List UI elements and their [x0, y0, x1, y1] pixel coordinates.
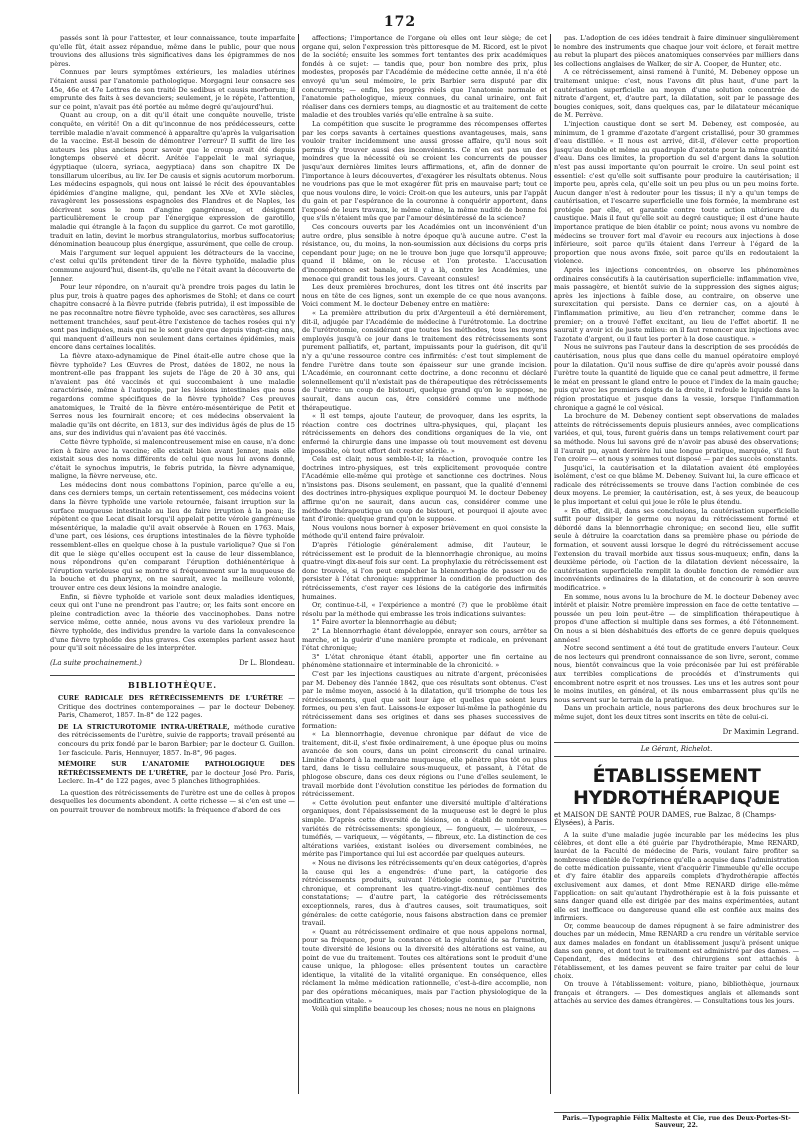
- paragraph: La brochure de M. Debeney contient sept observations de malades atteints de rétrécissements depuis plusieurs années, avec complications variées, et qui, tous, furent guéris dans un temps relativement court par sa méthode. Nous lui savons gré de n'avoir pas abusé des observations; il l'aurait pu, ayant derrière lui une longue pratique, marquée, s'il faut l'en croire — et nous y sommes tout disposé — par des succès constants.: [554, 412, 799, 464]
- paragraph: A ce rétrécissement, ainsi ramené à l'unité, M. Debeney oppose un traitement unique: c'est, nous l'avons dit plus haut, d'une part la cautérisation superficielle au moyen d'une solution concentrée de nitrate d'argent, et, d'autre part, la dilatation, soit par le passage des bougies coniques, soit, dans quelques cas, par le dilatateur mécanique de M. Perrève.: [554, 68, 799, 120]
- paragraph: Cette fièvre typhoïde, si malencontreusement mise en cause, n'a donc rien à faire avec la vaccine; elle existait bien avant Jenner, mais elle existait sous des noms différents de celui que nous lui avons donné, c'était le synochus imputris, le febris putrida, la fièvre adynamique, maligne, la fièvre nerveuse, etc.: [50, 437, 295, 481]
- paragraph: « Nous ne divisons les rétrécissements qu'en deux catégories, d'après la cause qui les a engendrés: d'une part, la catégorie des rétrécissements produits, suivant l'étiologie connue, par l'urétrite chronique, et comprenant les quatre-vingt-dix-neuf centièmes des constatations; — d'autre part, la catégorie des rétrécissements exceptionnels, rares, dus à d'autres causes, soit traumatiques, soit générales: de cette catégorie, nous faisons abstraction dans ce premier travail.: [302, 859, 547, 928]
- article-signature: [50, 659, 295, 668]
- entry-details: méthode curative des rétrécissements de l'urètre, suivie de rapports; travail présenté au concours du prix fondé par le baron Barbier; par le docteur G. Guillon. 1er fascicule. Paris, Hennuyer, 1857. In-8°, 96 pages.: [58, 722, 295, 757]
- gerant-line: Le Gérant, Richelot.: [554, 742, 799, 757]
- paragraph: « La première attribution du prix d'Argenteuil a été dernièrement, dit-il, adjugée par l'Académie de médecine à l'urétrotomie. La doctrine de l'urétrotomie, considérant que toutes les méthodes, tous les moyens employés jusqu'à ce jour dans le traitement des rétrécissements sont purement palliatifs, et, partant, impuissants pour la guérison, dit qu'il n'y a qu'une ressource contre ces infirmités: c'est tout simplement de fendre l'urètre dans toute son épaisseur sur une grande incision. L'Académie, en couronnant cette doctrine, a donc reconnu et déclaré solennellement qu'il n'existait pas de thérapeutique des rétrécissements de l'urètre: un coup de bistouri, quelque grand qu'on le suppose, ne saurait, dans aucun cas, être considéré comme une méthode thérapeutique.: [302, 309, 547, 412]
- ad-title: ÉTABLISSEMENT HYDROTHÉRAPIQUE: [573, 764, 780, 809]
- column-2: [302, 34, 547, 1094]
- paragraph: Dans un prochain article, nous parlerons des deux brochures sur le même sujet, dont les deux titres sont inscrits en tête de celui-ci.: [554, 704, 799, 721]
- paragraph: Les médecins dont nous combattons l'opinion, parce qu'elle a eu, dans ces derniers temps, un certain retentissement, ces médecins voient dans la fièvre typhoïde une variole retournée, faisant irruption sur la surface muqueuse intestinale au lieu de faire irruption à la peau; ils répètent ce que Lecat disait lorsqu'il appelait petite vérole gangréneuse mésentérique, la maladie qu'il avait observée à Rouen en 1763. Mais, d'une part, ces lésions, ces éruptions intestinales de la fièvre typhoïde ressemblent-elles en quelque chose à la pustule variolique? Que si l'on dit que le siège qu'elles occupent est la cause de leur dissemblance, nous répondrons qu'en comparant l'éruption dothiénentérique à l'éruption varioleuse qui se montre si fréquemment sur la muqueuse de la bouche et du pharynx, on ne saurait, avec la meilleure volonté, trouver entre ces deux lésions la moindre analogie.: [50, 480, 295, 592]
- paragraph: Connues par leurs symptômes extérieurs, les maladies utérines l'étaient aussi par l'anatomie pathologique. Morgagni leur consacre ses 45e, 46e et 47e Lettres de son traité De sedibus et causis morborum; il emprunte des faits à ses devanciers; seulement, je le répète, l'attention, sur ce point, n'avait pas été portée au même degré qu'aujourd'hui.: [50, 68, 295, 111]
- paragraph: La fièvre ataxo-adynamique de Pinel était-elle autre chose que la fièvre typhoïde? Les Œuvres de Prost, datées de 1802, ne nous la montrent-elle pas frappant les sujets de l'âge de 20 à 30 ans, qui n'avaient pas été vaccinés et qui succombaient à une maladie caractérisée, même à l'autopsie, par les lésions intestinales que nous regardons comme spécifiques de la fièvre typhoïde? Ces preuves anatomiques, le Traité de la fièvre entéro-mésentérique de Petit et Serres nous les fournirait encore; et ces médecins observaient la maladie qu'ils ont décrite, en 1813, sur des individus âgés de plus de 15 ans, sur des individus qui n'avaient pas été vaccinés.: [50, 351, 295, 438]
- paragraph: 1° Faire avorter la blennorrhagie au début;: [312, 618, 457, 627]
- paragraph: Pour leur répondre, on n'aurait qu'à prendre trois pages du latin le plus pur, trois à quatre pages des aphorismes de Stohl; et dans ce court chapitre consacré à la fièvre putride (febris putrida), il est impossible de ne pas reconnaître notre fièvre typhoïde, avec ses caractères, ses allures nettement tranchées, sauf peut-être l'existence de taches rosées qui n'y sont pas indiquées, mais qui ne le sont guère que depuis vingt-cinq ans, qui manquent d'ailleurs non seulement dans certaines épidémies, mais encore dans certaines localités.: [50, 283, 295, 352]
- paragraph: « Cette évolution peut enfanter une diversité multiple d'altérations organiques, dont l'épaississement de la muqueuse est le degré le plus simple. D'après cette diversité de lésions, on a établi de nombreuses variétés de rétrécissements: spongieux, — fongueux, — ulcéreux, — tuméfiés, — variqueux, — végétants, — fibreux, etc. La distinction de ces altérations variées, existant isolées ou diversement combinées, ne mérite pas l'importance qui lui est accordée par quelques auteurs.: [302, 798, 547, 859]
- paragraph: La compétition que suscite le programme des récompenses offertes par les corps savants à certaines questions avantageuses, mais, sans vouloir traiter incidemment une aussi grosse affaire, qu'il nous soit permis d'y trouver aussi des inconvénients. Ce n'en est pas un des moindres que la nécessité où se croient les concurrents de pousser jusqu'aux dernières limites leurs affirmations, et, afin de donner de l'importance à leurs découvertes, d'exagérer les résultats obtenus. Nous ne voudrions pas que le mot exagérer fût pris en mauvaise part; tout ce que nous voulons dire, le voici: Croit-on que les auteurs, unis par l'appât du gain et par l'espérance de la couronne à conquérir apportent, dans l'exposé de leurs travaux, le même calme, la même nudité de bonne foi que s'ils n'étaient mûs que par l'amour désintéressé de la science?: [302, 119, 547, 223]
- paragraph: L'injection caustique dont se sert M. Debeney, est composée, au minimum, de 1 gramme d'azotate d'argent cristallisé, pour 30 grammes d'eau distillée. « Il nous est arrivé, dit-il, d'élever cette proportion jusqu'au double et même au quadruple d'azotate pour la même quantité d'eau. Dans ces limites, la proportion du sel d'argent dans la solution n'est pas aussi importante qu'on pourrait le croire. Un seul point est essentiel: c'est qu'elle soit suffisante pour produire la cautérisation; il importe peu, après cela, qu'elle soit un peu plus ou un peu moins forte. Aucun danger n'est à redouter pour les tissus; il n'y a qu'un temps de cautérisation, et l'escarre superficielle une fois formée, la membrane est protégée par elle, et garantie contre toute action ultérieure du caustique. Mais il faut qu'elle soit au degré caustique; il est d'une haute importance pratique de bien établir ce point; nous avons vu nombre de médecins se trouver fort mal d'avoir eu recours aux injections à dose inférieure, soit parce qu'ils étaient dans l'erreur à l'égard de la proportion que nous avons fixée, soit parce qu'ils en redoutaient la violence.: [554, 119, 799, 266]
- author-name: Dr L. Blondeau.: [239, 658, 295, 667]
- paragraph: Après les injections concentrées, on observe les phénomènes ordinaires consécutifs à la cautérisation superficielle: inflammation vive, mais passagère, et bientôt suivie de la suppression des signes aigus; après les injections à faible dose, au contraire, on observe une surexcitation qui persiste. Dans ce dernier cas, on a ajouté à l'inflammation primitive, au lieu d'en retrancher, comme dans le premier; on a trouvé l'effet excitant, au lieu de l'effet abortif. Il ne saurait y avoir ici de juste milieu: on il faut renoncer aux injections avec l'azotate d'argent, ou il faut les porter à la dose caustique. »: [554, 266, 799, 343]
- entry-title: CURE RADICALE DES RÉTRÉCISSEMENTS DE L'URÈTRE: [58, 693, 283, 702]
- bibliography-entry: [50, 694, 295, 720]
- entry-title: DE LA STRICTUROTOMIE INTRA-URÉTRALE,: [58, 722, 230, 731]
- column-3: [554, 34, 799, 1094]
- paragraph: Cela est clair, nous semble-t-il; la réaction, provoquée contre les doctrines intro-physiques, est très explicitement provoquée contre l'Académie elle-même qui protège et sanctionne ces doctrines. Nous n'insistons pas. Disons seulement, en passant, que la qualité d'ennemi des doctrines intro-physiques explique pourquoi M. le docteur Debeney affirme qu'on ne saurait, dans aucun cas, considérer comme une méthode thérapeutique un coup de bistouri, et pourquoi il ajoute avec tant d'ironie: quelque grand qu'on le suppose.: [302, 455, 547, 524]
- paragraph: Nous voulons nous borner à exposer brièvement en quoi consiste la méthode qu'il entend faire prévaloir.: [302, 523, 547, 541]
- paragraph: 2° La blennorrhagie étant développée, enrayer son cours, arrêter sa marche, et la guérir d'une manière prompte et radicale, en prévenant l'état chronique;: [302, 626, 547, 653]
- paragraph: Ces concours ouverts par les Académies ont un inconvénient d'un autre ordre, plus sensible à notre époque qu'à aucune autre. C'est la résistance, ou, du moins, la non-soumission aux décisions du corps pris cependant pour juge; on ne le trouve bon juge que lorsqu'il approuve; quand il blâme, on le récuse et l'on proteste. L'accusation d'incompétence est banale, et il y a là, contre les Académies, une menace qui grandit tous les jours. Caveant consules!: [302, 223, 547, 283]
- column-rule: [550, 34, 551, 1094]
- article-signature: [554, 728, 799, 737]
- paragraph: Nous ne suivrons pas l'auteur dans la description de ses procédés de cautérisation, nous plus que dans celle du manuel opératoire employé pour la dilatation. Qu'il nous suffise de dire qu'après avoir poussé dans l'urètre toute la quantité de liquide que ce canal peut admettre, il ferme le méat en pressant le gland entre le pouce et l'index de la main gauche; puis qu'avec les premiers doigts de la droite, il refoule le liquide dans la région prostatique et jusque dans la vessie, lorsque l'inflammation chronique a gagné le col vésical.: [554, 343, 799, 412]
- author-name: Dr Maximin Legrand.: [722, 727, 799, 736]
- bibliography-entry: [50, 760, 295, 786]
- continued-note: (La suite prochainement.): [50, 658, 142, 667]
- paragraph: Jusqu'ici, la cautérisation et la dilatation avaient été employées isolément, c'est ce que blâme M. Debeney. Suivant lui, la cure efficace et radicale des rétrécissements se trouve dans l'action combinée de ces deux moyens. Le premier, la cautérisation, est, à ses yeux, de beaucoup le plus important et celui qui joue le rôle le plus étendu.: [554, 463, 799, 507]
- paragraph: affections; l'importance de l'organe où elles ont leur siège; de cet organe qui, selon l'expression très pittoresque de M. Ricord, est le pivot de la société; ensuite les sommes fort tentantes des prix académiques fondés à ce sujet: — tandis que, pour bon nombre des prix, plus modestes, proposés par l'Académie de médecine cette année, il n'a été envoyé qu'un seul mémoire, le prix Barbier sera disputé par dix concurrents; — enfin, les progrès réels que l'anatomie normale et l'anatomie pathologique, mieux connues, du canal urinaire, ont fait réaliser dans ces derniers temps, au diagnostic et au traitement de cette maladie et des troubles variés qu'elle entraîne à sa suite.: [302, 34, 547, 120]
- advertisement: [554, 765, 799, 1005]
- entry-details: par le docteur José Pro. Paris, Leclerc. In-4° de 122 pages, avec 5 planches lithographiées.: [58, 768, 295, 786]
- paragraph: « La blennorrhagie, devenue chronique par défaut de vice de traitement, dit-il, s'est fixée ordinairement, à une époque plus ou moins avancée de son cours, dans un point circonscrit du canal urinaire. Limitée d'abord à la membrane muqueuse, elle pénètre plus tôt ou plus tard, dans le tissu cellulaire sous-muqueux, et passant, à l'état de phlogose obscure, dans ces deux régions ou l'une d'elles seulement, le travail morbide dont l'évolution constitue les périodes de formation du rétrécissement.: [302, 730, 547, 799]
- printer-imprint: Paris.—Typographie Félix Malteste et Cie, rue des Deux-Portes-St-Sauveur, 22.: [554, 1112, 799, 1129]
- paragraph: passés sont là pour l'attester, et leur connaissance, toute imparfaite qu'elle fût, était assez répandue, même dans le public, pour que nous trouvions des allusions très significatives dans les épigrammes de nos pères.: [50, 34, 295, 68]
- paragraph: Mais l'argument sur lequel appuient les détracteurs de la vaccine, c'est celui qu'ils prétendent tirer de la fièvre typhoïde, maladie plus commune aujourd'hui, disent-ils, qu'elle ne l'était avant la découverte de Jenner.: [50, 248, 295, 283]
- article-body: [50, 34, 295, 653]
- paragraph: Or, comme beaucoup de dames répugnent à se faire administrer des douches par un médecin, Mme RENARD a cru rendre un véritable service aux dames malades en fondant un établissement jusqu'à présent unique dans son genre, et dont tout le traitement est administré par des dames. — Cependant, des médecins et des chirurgiens sont attachés à l'établissement, et les dames peuvent se faire traiter par celui de leur choix.: [554, 922, 799, 980]
- paragraph: A la suite d'une maladie jugée incurable par les médecins les plus célèbres, et dont elle a été guérie par l'hydrothérapie, Mme RENARD, lauréat de la Faculté de médecine de Paris, voulant faire profiter sa nombreuse clientèle de l'expérience qu'elle a acquise dans l'administration de cette médication puissante, vient d'acquérir l'immeuble qu'elle occupe et d'y faire établir des appareils complets d'hydrothérapie affectés exclusivement aux dames, et dont Mme RENARD dirige elle-même l'application: on sait qu'autant l'hydrothérapie est à la fois puissante et sans danger quand elle est dirigée par des mains expérimentées, autant elle est inefficace ou dangereuse quand elle est confiée aux mains des infirmiers.: [554, 830, 799, 922]
- entry-details: — Critique des doctrines contemporaines — par le docteur Debeney. Paris, Chamerot, 1857. In-8° de 122 pages.: [58, 693, 295, 720]
- paragraph: « Quant au rétrécissement ordinaire et que nous appelons normal, pour sa fréquence, pour la constance et la régularité de sa formation, toute diversité de lésions ou la diversité des altérations est vaine, au point de vue du traitement. Toutes ces altérations sont le produit d'une cause unique, la phlogose: elles présentent toutes un caractère identique, la vitalité de la vitalité organique. En conséquence, elles réclament la même médication rationnelle, c'est-à-dire accomplie, non par des opérations mécaniques, mais par l'action physiologique de la modification vitale. »: [302, 927, 547, 1005]
- paragraph: On trouve à l'établissement: voiture, piano, bibliothèque, journaux français et étrangers. — Des domestiques anglais et allemands sont attachés au service des dames étrangères. — Consultations tous les jours.: [554, 980, 799, 1005]
- paragraph: « En effet, dit-il, dans ses conclusions, la cautérisation superficielle suffit pour dissiper le germe ou noyau du rétrécissement formé et débordé dans la blennorrhagie chronique; en second lieu, elle suffit seule à détruire la coarctation dans sa première phase ou période de formation, et souvent aussi lorsque le degré du rétrécissement accuse l'extension du travail morbide aux tissus sous-muqueux; enfin, dans la deuxième période, où l'action de la dilatation devient nécessaire, la cautérisation superficielle remplit la double fonction de remédier aux inconvénients ordinaires de la dilatation, et de concourir à son œuvre modificatrice. »: [554, 506, 799, 592]
- paragraph: Les deux premières brochures, dont les titres ont été inscrits par nous en tête de ces lignes, sont un exemple de ce que nous avançons. Voici comment M. le docteur Debeney entre en matière:: [302, 283, 547, 309]
- paragraph: Enfin, si fièvre typhoïde et variole sont deux maladies identiques, ceux qui ont l'une ne prendront pas l'autre; or, les faits sont encore en pleine contradiction avec la théorie des vaccinophobes. Dans notre service même, cette année, nous avons vu des varioleux prendre la fièvre typhoïde, des individus prendre la variole dans la convalescence d'une fièvre typhoïde des plus graves. Ces exemples parlent assez haut pour qu'il soit nécessaire de les interpréter.: [50, 592, 295, 653]
- paragraph: Quant au croup, on a dit qu'il était une conquête nouvelle, triste conquête, en vérité! On a dit qu'inconnue de nos prédécesseurs, cette terrible maladie n'avait commencé à apparaître qu'après la vulgarisation de la vaccine. Est-il besoin de démontrer l'erreur? Il suffit de lire les auteurs les plus anciens pour savoir que le croup avait été depuis longtemps observé et décrit. Arétée l'appelait le mal syriaque, égyptiaque (ulcera, syriaca, aegyptiaca) dans son chapitre IX De tonsillarum ulceribus, au liv. Ier De causis et signis acutorum morborum. Les médecins espagnols, qui nous ont laissé le récit des épouvantables épidémies d'angine maligne, qui, pendant les XVe et XVIe siècles, ravagèrent les possessions espagnoles des Flandres et de Naples, les décrivent sous le nom d'angine gangréneuse, et désignent particulièrement le croup par l'énergique expression de garotillo, maladie qui étrangle à la façon du supplice du garrot. Ce mot garotillo, traduit en latin, devint le morbus strangulatorius, morbus suffocatorius; dénomination beaucoup plus énergique, assurément, que celle de croup.: [50, 111, 295, 249]
- paragraph: D'après l'étiologie généralement admise, dit l'auteur, le rétrécissement est le produit de la blennorrhagie chronique, au moins quatre-vingt dix-neuf fois sur cent. La prophylaxie du rétrécissement est donc trouvée, si l'on peut empêcher la blennorrhagie de passer ou de persister à l'état chronique: supprimer la condition de production des rétrécissements, c'est rayer ces lésions de la catégorie des infirmités humaines.: [302, 541, 547, 601]
- page-number: 172: [383, 14, 417, 30]
- paragraph: C'est par les injections caustiques au nitrate d'argent, préconisées par M. Debeney dès l'année 1842, que ces résultats sont obtenus. C'est par le même moyen, associé à la dilatation, qu'il triomphe de tous les rétrécissements, quel que soit leur âge et quelles que soient leurs formes, ou peu s'en faut. Laissons-le exposer lui-même la pathogénie du rétrécissement dans ses origines et dans ses phases successives de formation:: [302, 669, 547, 730]
- entry-title: MÉMOIRE SUR L'ANATOMIE PATHOLOGIQUE DES RÉTRÉCISSEMENTS DE L'URÈTRE,: [58, 760, 295, 777]
- column-1: [50, 34, 295, 1094]
- paragraph: 3° L'état chronique étant établi, apporter une fin certaine au phénomène stationnaire et interminable de la chronicité. »: [302, 652, 547, 670]
- ad-subtitle: et MAISON DE SANTÉ POUR DAMES, rue Balzac, 8 (Champs-Élysées), à Paris.: [554, 810, 777, 828]
- column-rule: [298, 34, 299, 1094]
- paragraph: La question des rétrécissements de l'urètre est une de celles à propos desquelles les documents abondent. A cette richesse — si c'en est une — on pourrait trouver de nombreux motifs: la fréquence d'abord de ces: [50, 788, 295, 815]
- paragraph: « Il est temps, ajoute l'auteur, de provoquer, dans les esprits, la réaction contre ces doctrines ultra-physiques, qui, plaçant les rétrécissements en dehors des conditions organiques de la vie, ont enfermé la chirurgie dans une impasse où tout mouvement est devenu impossible, où tout effort doit rester stérile. »: [302, 412, 547, 455]
- bibliography-entry: [50, 723, 295, 757]
- paragraph: Or, continue-t-il, « l'expérience a montré (?) que le problème était résolu par la méthode qui embrasse les trois indications suivantes:: [302, 601, 547, 618]
- paragraph: pas. L'adoption de ces idées tendrait à faire diminuer singulièrement le nombre des instruments que chaque jour voit éclore, et ferait mettre au rebut la plupart des pièces anatomiques conservées par milliers dans les collections anglaises de Walker, de sir A. Cooper, de Hunter, etc.: [554, 34, 799, 68]
- paragraph: Notre second sentiment a été tout de gratitude envers l'auteur. Ceux de nos lecteurs qui prendront connaissance de son livre, seront, comme nous, bientôt convaincus que la voie préconisée par lui est préférable aux terribles complications de procédés et d'instruments qui encombrent notre esprit et nos trousses. Les uns et les autres sont pour le moins inutiles, en général, et ils nous embarrassent plus qu'ils ne nous servent sur le terrain de la pratique.: [554, 644, 799, 704]
- section-heading: BIBLIOTHÈQUE.: [50, 675, 295, 690]
- paragraph: En somme, nous avons lu la brochure de M. le docteur Debeney avec intérêt et plaisir. Notre première impression en face de cette tentative — poussée un peu loin peut-être — de simplification thérapeutique à propos d'une affection si multiple dans ses formes, a été l'étonnement. On nous a si bien déshabitués des efforts de ce genre depuis quelques années!: [554, 592, 799, 644]
- bibliography-list: [50, 694, 295, 786]
- paragraph: Voilà qui simplifie beaucoup les choses; nous ne nous en plaignons: [312, 1005, 536, 1014]
